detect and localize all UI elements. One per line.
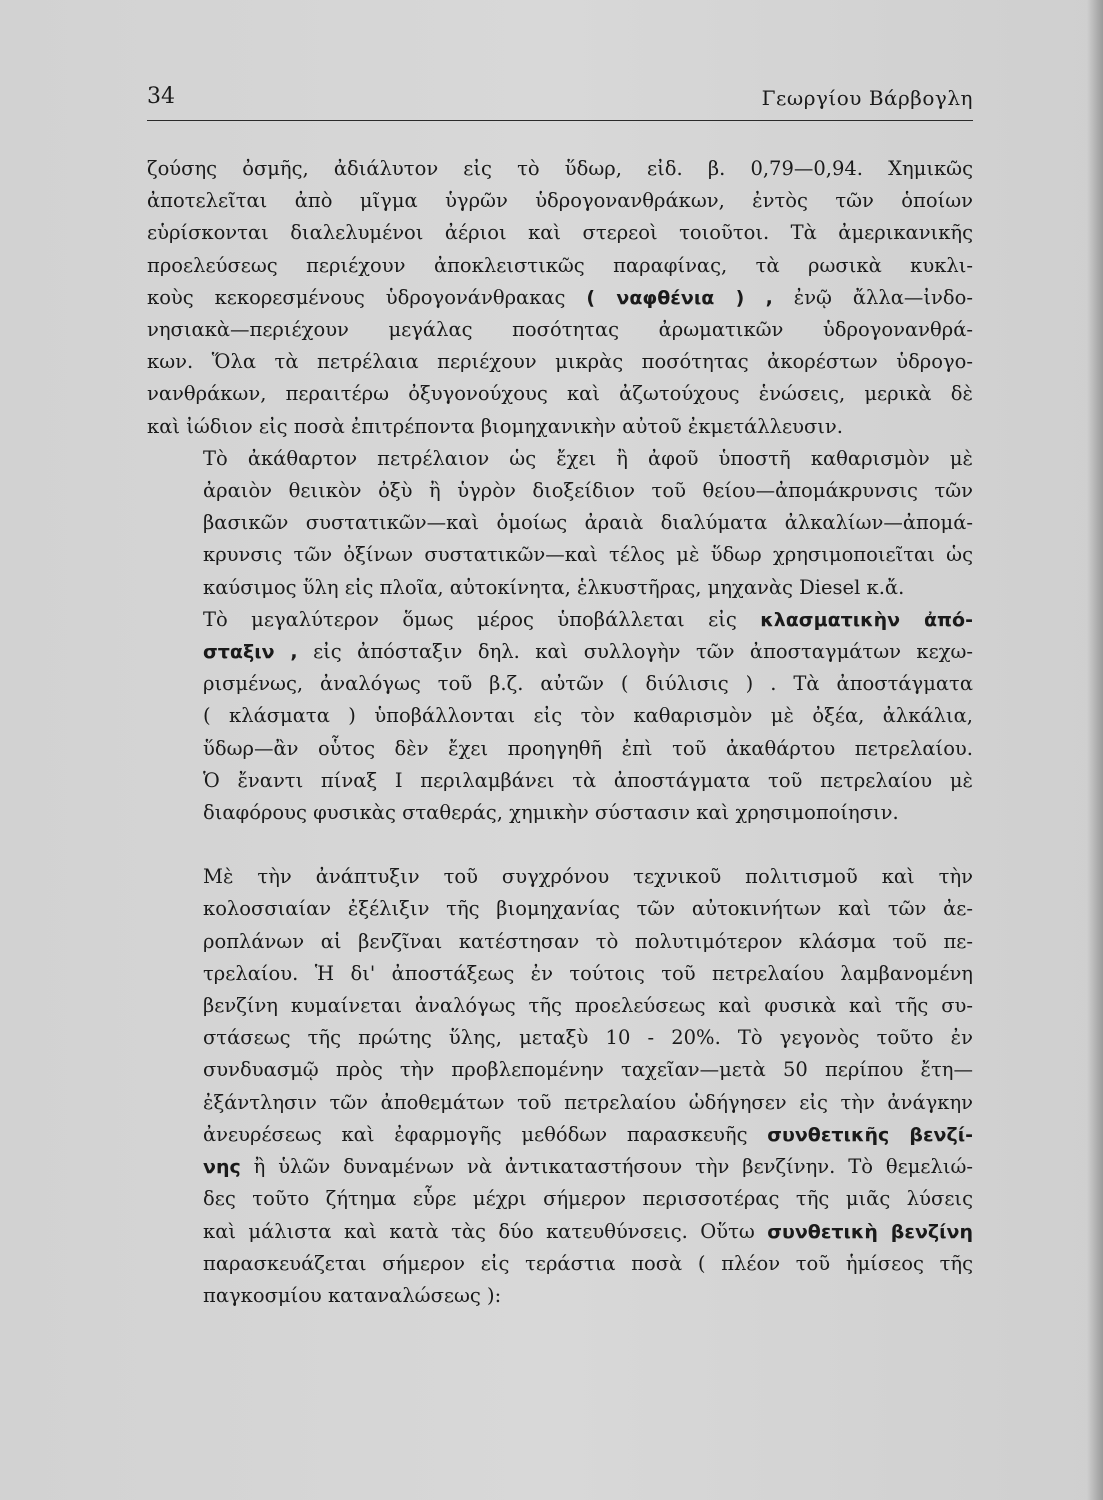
text-line: καὶ μάλιστα καὶ κατὰ τὰς δύο κατευθύνσεις. Οὕτω συνθετικὴ βενζίνη [203, 1219, 974, 1243]
page-header [147, 80, 973, 121]
text-line: νανθράκων, περαιτέρω ὀξυγονούχους καὶ ἀζωτούχους ἑνώσεις, μερικὰ δὲ [147, 382, 973, 406]
text-line: Τὸ ἀκάθαρτον πετρέλαιον ὡς ἔχει ἢ ἀφοῦ ὑποστῆ καθαρισμὸν μὲ [203, 446, 973, 470]
paragraph-1 [147, 153, 973, 443]
text-line: συνδυασμῷ πρὸς τὴν προβλεπομένην ταχεῖαν—μετὰ 50 περίπου ἔτη— [203, 1058, 973, 1082]
paragraph-4 [147, 861, 973, 1312]
text-line: νης ἢ ὑλῶν δυναμένων νὰ ἀντικαταστήσουν τὴν βενζίνην. Τὸ θεμελιώ- [203, 1155, 973, 1179]
text-line: εὑρίσκονται διαλελυμένοι ἀέριοι καὶ στερεοὶ τοιοῦτοι. Τὰ ἀμερικανικῆς [147, 221, 973, 245]
text-line: σταξιν , εἰς ἀπόσταξιν δηλ. καὶ συλλογὴν τῶν ἀποσταγμάτων κεχω- [203, 640, 973, 664]
page-edge-shadow [1087, 0, 1103, 1500]
bold-term: ( ναφθένια ) , [586, 286, 773, 309]
text-line: προελεύσεως περιέχουν ἀποκλειστικῶς παραφίνας, τὰ ρωσικὰ κυκλι- [147, 253, 973, 277]
text-line: νησιακὰ—περιέχουν μεγάλας ποσότητας ἀρωματικῶν ὑδρογονανθρά- [147, 318, 973, 342]
text-line: καὶ ἰώδιον εἰς ποσὰ ἐπιτρέποντα βιομηχανικὴν αὐτοῦ ἐκμετάλλευσιν. [147, 414, 843, 438]
page-number: 34 [147, 84, 175, 109]
text-line: καύσιμος ὕλη εἰς πλοῖα, αὐτοκίνητα, ἑλκυστῆρας, μηχανὰς Diesel κ.ἄ. [203, 575, 905, 599]
text-line: κοὺς κεκορεσμένους ὑδρογονάνθρακας ( ναφθένια ) , ἐνῷ ἄλλα—ἰνδο- [147, 285, 973, 309]
text-line: ἀνευρέσεως καὶ ἐφαρμογῆς μεθόδων παρασκευῆς συνθετικῆς βενζί- [203, 1122, 974, 1146]
bold-term: συνθετικὴ βενζίνη [767, 1220, 974, 1243]
text-line: βασικῶν συστατικῶν—καὶ ὁμοίως ἀραιὰ διαλύματα ἀλκαλίων—ἀπομά- [203, 511, 973, 535]
text-line: Τὸ μεγαλύτερον ὅμως μέρος ὑποβάλλεται εἰς κλασματικὴν ἀπό- [203, 607, 973, 631]
text-line: παρασκευάζεται σήμερον εἰς τεράστια ποσὰ ( πλέον τοῦ ἡμίσεος τῆς [203, 1251, 973, 1275]
paragraph-2 [147, 443, 973, 604]
bold-term: σταξιν , [203, 641, 298, 664]
body-text [147, 153, 973, 1312]
bold-term: νης [203, 1156, 241, 1179]
text-line: δες τοῦτο ζήτημα εὗρε μέχρι σήμερον περισσοτέρας τῆς μιᾶς λύσεις [203, 1187, 973, 1211]
bold-term: συνθετικῆς βενζί- [767, 1123, 974, 1146]
text-line: ὕδωρ—ἂν οὗτος δὲν ἔχει προηγηθῆ ἐπὶ τοῦ ἀκαθάρτου πετρελαίου. [203, 736, 973, 760]
text-line: ( κλάσματα ) ὑποβάλλονται εἰς τὸν καθαρισμὸν μὲ ὀξέα, ἀλκάλια, [203, 704, 973, 728]
text-line: κολοσσιαίαν ἐξέλιξιν τῆς βιομηχανίας τῶν αὐτοκινήτων καὶ τῶν ἀε- [203, 897, 973, 921]
text-line: βενζίνη κυμαίνεται ἀναλόγως τῆς προελεύσεως καὶ φυσικὰ καὶ τῆς συ- [203, 994, 973, 1018]
text-line: παγκοσμίου καταναλώσεως ): [203, 1283, 502, 1307]
text-line: ζούσης ὀσμῆς, ἀδιάλυτον εἰς τὸ ὕδωρ, εἰδ. β. 0,79—0,94. Χημικῶς [147, 157, 973, 180]
paragraph-3 [147, 604, 973, 829]
text-line: στάσεως τῆς πρώτης ὕλης, μεταξὺ 10 - 20%. Τὸ γεγονὸς τοῦτο ἐν [203, 1026, 973, 1050]
text-line: ἀποτελεῖται ἀπὸ μῖγμα ὑγρῶν ὑδρογονανθράκων, ἐντὸς τῶν ὁποίων [147, 189, 973, 213]
text-line: κρυνσις τῶν ὀξίνων συστατικῶν—καὶ τέλος μὲ ὕδωρ χρησιμοποιεῖται ὡς [203, 543, 973, 567]
text-line: κων. Ὅλα τὰ πετρέλαια περιέχουν μικρὰς ποσότητας ἀκορέστων ὑδρογο- [147, 350, 973, 374]
text-line: ἐξάντλησιν τῶν ἀποθεμάτων τοῦ πετρελαίου ὡδήγησεν εἰς τὴν ἀνάγκην [203, 1090, 973, 1114]
bold-term: κλασματικὴν ἀπό- [760, 608, 973, 631]
text-line: ρισμένως, ἀναλόγως τοῦ β.ζ. αὐτῶν ( διύλισις ) . Τὰ ἀποστάγματα [203, 672, 973, 696]
text-line: διαφόρους φυσικὰς σταθεράς, χημικὴν σύστασιν καὶ χρησιμοποίησιν. [203, 801, 899, 825]
text-line: τρελαίου. Ἡ δι' ἀποστάξεως ἐν τούτοις τοῦ πετρελαίου λαμβανομένη [203, 961, 973, 985]
text-line: Ὁ ἔναντι πίναξ I περιλαμβάνει τὰ ἀποστάγματα τοῦ πετρελαίου μὲ [203, 768, 973, 792]
text-line: ἀραιὸν θειικὸν ὀξὺ ἢ ὑγρὸν διοξείδιον τοῦ θείου—ἀπομάκρυνσις τῶν [203, 479, 973, 503]
running-title: Γεωργίου Βάρβογλη [761, 86, 973, 110]
text-line: ροπλάνων αἱ βενζῖναι κατέστησαν τὸ πολυτιμότερον κλάσμα τοῦ πε- [203, 929, 973, 953]
text-line: Μὲ τὴν ἀνάπτυξιν τοῦ συγχρόνου τεχνικοῦ πολιτισμοῦ καὶ τὴν [203, 865, 973, 889]
